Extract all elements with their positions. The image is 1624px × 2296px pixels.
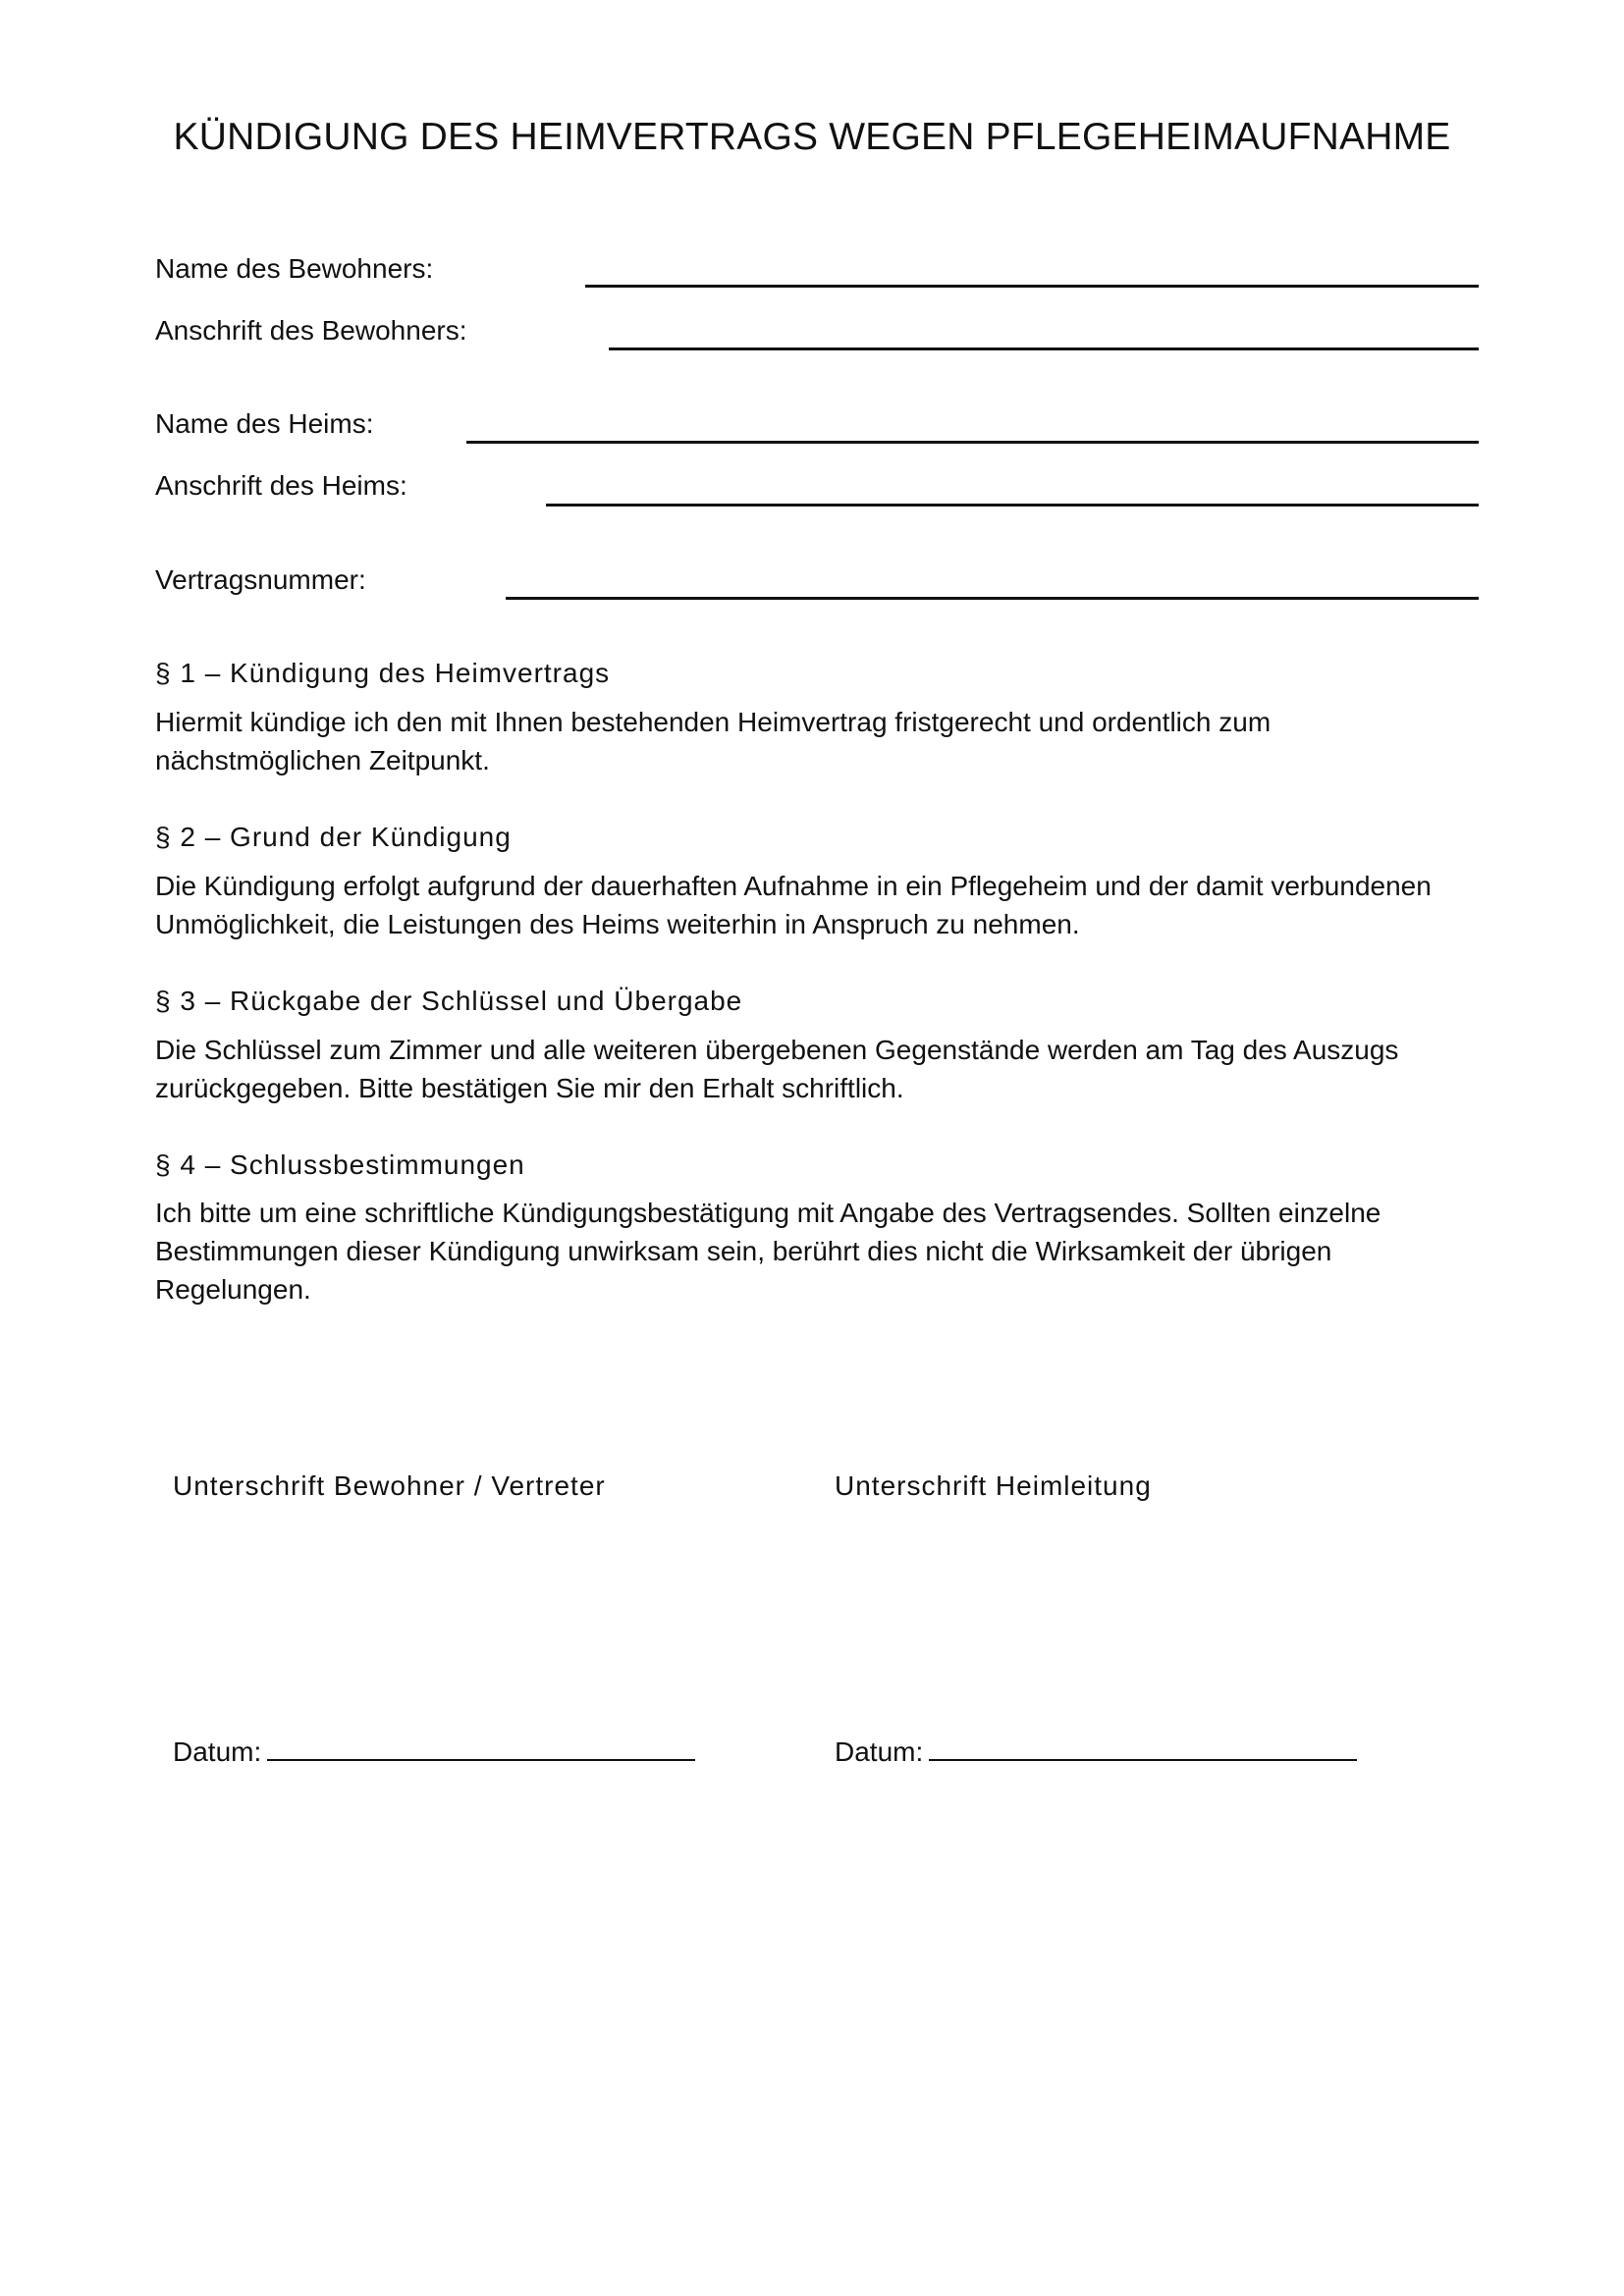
home-name-label: Name des Heims: (155, 408, 374, 439)
resident-address-line[interactable] (609, 347, 1479, 350)
resident-signature-label: Unterschrift Bewohner / Vertreter (173, 1470, 606, 1501)
date-field-right (835, 1734, 1357, 1768)
section-3-heading: § 3 – Rückgabe der Schlüssel und Übergabe (155, 986, 743, 1016)
date-field-left (173, 1734, 695, 1768)
date-line-left[interactable] (267, 1734, 695, 1761)
section-4-heading: § 4 – Schlussbestimmungen (155, 1149, 525, 1180)
resident-name-label: Name des Bewohners: (155, 253, 434, 284)
contract-number-label: Vertragsnummer: (155, 564, 366, 595)
section-2-heading: § 2 – Grund der Kündigung (155, 822, 512, 852)
section-1-body: Hiermit kündige ich den mit Ihnen bestehenden Heimvertrag fristgerecht und ordentlich zum nächstmöglichen Zeitpunkt. (155, 707, 1272, 775)
section-4-body: Ich bitte um eine schriftliche Kündigungsbestätigung mit Angabe des Vertragsendes. Sollten einzelne Bestimmungen dieser Kündigung unwirksam sein, berührt dies nicht die Wirksamkeit der übrigen Regelungen. (155, 1198, 1381, 1305)
home-signature-label: Unterschrift Heimleitung (835, 1470, 1152, 1501)
home-address-label: Anschrift des Heims: (155, 470, 407, 501)
date-label-right: Datum: (835, 1736, 924, 1767)
home-name-line[interactable] (466, 441, 1479, 444)
section-1-heading: § 1 – Kündigung des Heimvertrags (155, 658, 611, 688)
date-label-left: Datum: (173, 1736, 262, 1767)
section-3-body: Die Schlüssel zum Zimmer und alle weiteren übergebenen Gegenstände werden am Tag des Auszugs zurückgegeben. Bitte bestätigen Sie mir den Erhalt schriftlich. (155, 1035, 1399, 1103)
contract-number-line[interactable] (506, 597, 1479, 600)
date-line-right[interactable] (929, 1734, 1357, 1761)
resident-address-label: Anschrift des Bewohners: (155, 315, 467, 346)
resident-name-line[interactable] (585, 285, 1479, 288)
home-address-line[interactable] (546, 504, 1479, 507)
section-2-body: Die Kündigung erfolgt aufgrund der dauerhaften Aufnahme in ein Pflegeheim und der damit verbundenen Unmöglichkeit, die Leistungen des Heims weiterhin in Anspruch zu nehmen. (155, 871, 1432, 939)
document-title: KÜNDIGUNG DES HEIMVERTRAGS WEGEN PFLEGEHEIMAUFNAHME (173, 116, 1451, 158)
